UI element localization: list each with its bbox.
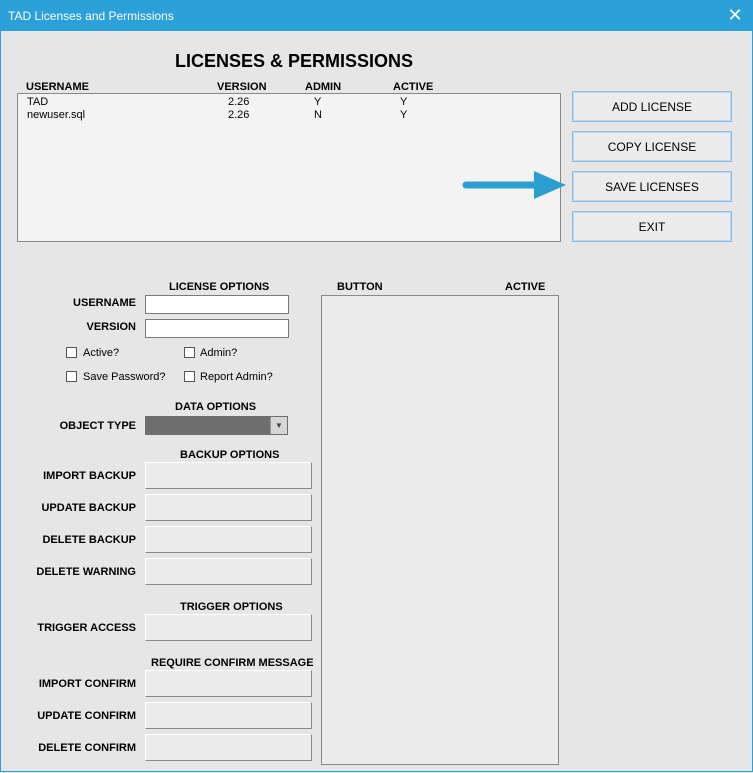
save-password-checkbox[interactable] — [66, 371, 77, 382]
save-licenses-button[interactable]: SAVE LICENSES — [572, 171, 732, 202]
list-item-admin: N — [314, 109, 322, 121]
username-input[interactable] — [145, 295, 289, 314]
list-item-version: 2.26 — [228, 96, 250, 108]
button-permissions-list[interactable] — [321, 295, 559, 765]
version-input[interactable] — [145, 319, 289, 338]
delete-backup-field[interactable] — [145, 526, 312, 553]
close-button[interactable] — [717, 0, 753, 31]
delete-warning-label: DELETE WARNING — [36, 566, 136, 578]
update-confirm-label: UPDATE CONFIRM — [37, 710, 136, 722]
delete-warning-field[interactable] — [145, 558, 312, 585]
report-admin-checkbox[interactable] — [184, 371, 195, 382]
list-item-username: TAD — [27, 96, 49, 108]
username-label: USERNAME — [73, 297, 136, 309]
trigger-access-label: TRIGGER ACCESS — [37, 622, 136, 634]
active-checkbox-label: Active? — [83, 347, 120, 359]
button-column-header: BUTTON — [337, 281, 383, 293]
arrow-icon — [462, 168, 568, 202]
update-backup-field[interactable] — [145, 494, 312, 521]
list-item-admin: Y — [314, 96, 322, 108]
delete-backup-label: DELETE BACKUP — [42, 534, 136, 546]
save-password-checkbox-label: Save Password? — [83, 371, 166, 383]
object-type-label: OBJECT TYPE — [59, 420, 136, 432]
version-label: VERSION — [86, 321, 136, 333]
import-backup-field[interactable] — [145, 462, 312, 489]
chevron-down-icon[interactable]: ▼ — [270, 417, 287, 434]
list-item-version: 2.26 — [228, 109, 250, 121]
update-backup-label: UPDATE BACKUP — [41, 502, 136, 514]
trigger-options-title: TRIGGER OPTIONS — [180, 601, 283, 613]
import-confirm-label: IMPORT CONFIRM — [38, 678, 136, 690]
confirm-options-title: REQUIRE CONFIRM MESSAGE — [151, 657, 314, 669]
report-admin-checkbox-label: Report Admin? — [200, 371, 273, 383]
col-header-active: ACTIVE — [393, 81, 434, 93]
page-title: LICENSES & PERMISSIONS — [175, 51, 414, 71]
col-header-admin: ADMIN — [305, 81, 342, 93]
close-icon: ✕ — [727, 5, 743, 25]
list-item-active: Y — [400, 109, 408, 121]
window-title: TAD Licenses and Permissions — [8, 9, 174, 23]
admin-checkbox-label: Admin? — [200, 347, 238, 359]
import-confirm-field[interactable] — [145, 670, 312, 697]
list-item-username: newuser.sql — [27, 109, 86, 121]
col-header-version: VERSION — [217, 81, 267, 93]
update-confirm-field[interactable] — [145, 702, 312, 729]
license-options-title: LICENSE OPTIONS — [169, 281, 270, 293]
delete-confirm-label: DELETE CONFIRM — [38, 742, 136, 754]
add-license-button[interactable]: ADD LICENSE — [572, 91, 732, 122]
active-column-header: ACTIVE — [505, 281, 546, 293]
trigger-access-field[interactable] — [145, 614, 312, 641]
import-backup-label: IMPORT BACKUP — [43, 470, 136, 482]
admin-checkbox[interactable] — [184, 347, 195, 358]
list-item[interactable] — [18, 109, 560, 122]
col-header-username: USERNAME — [26, 81, 89, 93]
backup-options-title: BACKUP OPTIONS — [180, 449, 280, 461]
exit-button[interactable]: EXIT — [572, 211, 732, 242]
data-options-title: DATA OPTIONS — [175, 401, 257, 413]
object-type-select[interactable] — [145, 416, 288, 435]
delete-confirm-field[interactable] — [145, 734, 312, 761]
list-item[interactable] — [18, 96, 560, 109]
active-checkbox[interactable] — [66, 347, 77, 358]
list-item-active: Y — [400, 96, 408, 108]
copy-license-button[interactable]: COPY LICENSE — [572, 131, 732, 162]
